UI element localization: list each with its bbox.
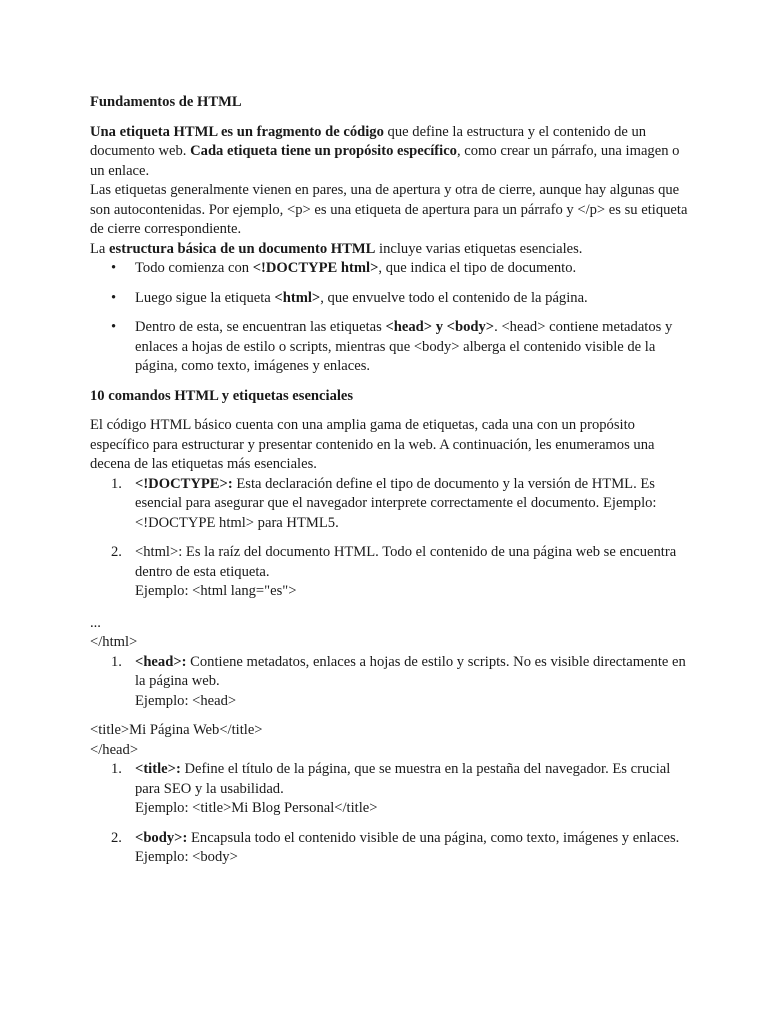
bullet-text: Luego sigue la etiqueta <box>135 289 275 306</box>
bullet-text: . <head> contiene metadatos y enlaces a hojas de estilo o scripts, mientras que <body> alberga el contenido visible de la página, como texto, imágenes y enlaces. <box>135 319 673 374</box>
bullet-marker: • <box>111 319 117 335</box>
list-item-text: Define el título de la página, que se muestra en la pestaña del navegador. Es crucial para SEO y la usabilidad. <box>135 761 671 797</box>
list-item-bold: <body>: <box>135 829 188 846</box>
list-item-bold: <head>: <box>135 653 187 670</box>
bullet-text: , que envuelve todo el contenido de la página. <box>320 289 588 306</box>
document-page <box>90 93 690 868</box>
bullet-bold: <html> <box>274 289 321 306</box>
bullet-list <box>90 259 690 377</box>
list-item-text: Contiene metadatos, enlaces a hojas de estilo y scripts. No es visible directamente en la página web. <box>135 653 686 689</box>
numbered-list-2 <box>90 653 690 712</box>
bullet-bold: <head> y <body> <box>385 319 495 335</box>
list-item-body <box>90 829 690 868</box>
list-item-text: Esta declaración define el tipo de documento y la versión de HTML. Es esencial para asegurar que el navegador interprete correctamente el documento. Ejemplo: <!DOCTYPE html> para HTML5. <box>135 475 657 531</box>
heading-fundamentos: Fundamentos de HTML <box>90 94 242 110</box>
list-number: 2. <box>111 544 122 560</box>
numbered-list-3 <box>90 760 690 868</box>
paragraph-comandos: El código HTML básico cuenta con una amplia gama de etiquetas, cada una con un propósito específico para estructurar y presentar contenido en la web. A continuación, les enumeramos una decena de las etiquetas más esenciales. <box>90 417 655 472</box>
list-item-example: Ejemplo: <head> <box>135 692 237 709</box>
intro-text-1: que define la estructura y el contenido de un documento web. <box>90 123 647 159</box>
intro-text-2: , como crear un párrafo, una imagen o un enlace. <box>90 143 680 179</box>
bullet-item-head-body <box>90 318 690 377</box>
bullet-item-html <box>90 289 690 309</box>
intro-line-3 <box>90 240 690 260</box>
list-number: 2. <box>111 829 122 846</box>
numbered-list-1 <box>90 475 690 602</box>
intro-line-2: Las etiquetas generalmente vienen en pares, una de apertura y otra de cierre, aunque hay algunas que son autocontenidas. Por ejemplo, <p> es una etiqueta de apertura para un párrafo y </p> es su etiqueta de cierre correspondiente. <box>90 182 688 237</box>
list-item-text: Encapsula todo el contenido visible de una página, como texto, imágenes y enlaces. <box>187 829 680 846</box>
list-item-doctype <box>90 475 690 534</box>
list-number: 1. <box>111 761 122 777</box>
intro-bold-2: Cada etiqueta tiene un propósito específico <box>190 143 457 159</box>
intro-paragraph <box>90 123 690 182</box>
list-item-example: Ejemplo: <title>Mi Blog Personal</title> <box>135 800 378 816</box>
code-line-ellipsis: ... <box>90 614 101 631</box>
code-line-close-head: </head> <box>90 741 139 758</box>
bullet-text: , que indica el tipo de documento. <box>378 260 577 276</box>
list-item-bold: <title>: <box>135 761 181 777</box>
bullet-text: Dentro de esta, se encuentran las etiquetas <box>135 319 386 335</box>
code-line-title: <title>Mi Página Web</title> <box>90 722 263 738</box>
bullet-item-doctype <box>90 259 690 279</box>
bullet-marker: • <box>111 260 117 276</box>
heading-comandos: 10 comandos HTML y etiquetas esenciales <box>90 387 354 404</box>
intro-l3-text-2: incluye varias etiquetas esenciales. <box>375 240 583 257</box>
bullet-bold: <!DOCTYPE html> <box>252 260 379 276</box>
list-number: 1. <box>111 653 122 670</box>
intro-bold-1: Una etiqueta HTML es un fragmento de código <box>90 123 384 140</box>
list-item-bold: <!DOCTYPE>: <box>135 475 233 492</box>
list-item-example: Ejemplo: <body> <box>135 849 238 865</box>
bullet-marker: • <box>111 289 117 306</box>
code-line-close-html: </html> <box>90 634 138 650</box>
list-item-example: Ejemplo: <html lang="es"> <box>135 583 297 599</box>
list-item-text: <html>: Es la raíz del documento HTML. Todo el contenido de una página web se encuentra dentro de esta etiqueta. <box>135 544 677 580</box>
list-item-title <box>90 760 690 819</box>
list-number: 1. <box>111 475 122 492</box>
list-item-html <box>90 543 690 602</box>
intro-l3-bold: estructura básica de un documento HTML <box>109 240 376 257</box>
intro-l3-text-1: La <box>90 240 110 257</box>
list-item-head <box>90 653 690 712</box>
bullet-text: Todo comienza con <box>135 260 253 276</box>
